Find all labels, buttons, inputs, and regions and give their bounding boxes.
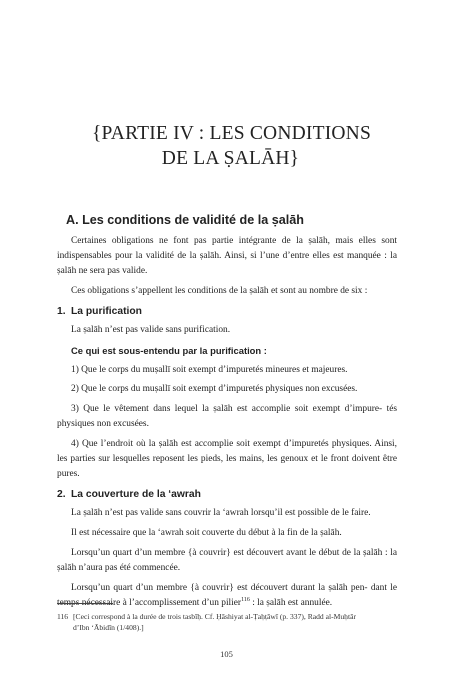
para-line: ṣalāh : la ṣalāh n’aura pas été commencée.	[57, 547, 397, 574]
intro-paragraph	[57, 234, 397, 280]
section-a-heading: A. Les conditions de validité de la ṣalāh	[66, 213, 304, 227]
conditions-count-paragraph: Ces obligations s’appellent les conditions de la ṣalāh et sont au nombre de six :	[71, 286, 368, 297]
subsection-2-number: 2.	[57, 489, 66, 501]
awrah-paragraph-4	[57, 581, 397, 611]
body-text	[57, 234, 397, 616]
item-line: tés physiques non excusées.	[57, 403, 398, 430]
intro-line: Certaines obligations ne font pas partie intégrante de la ṣalāh, mais elles	[71, 236, 376, 246]
subsection-2-title: La couverture de la ‘awrah	[71, 489, 201, 501]
item-line: Ainsi, les parties sur lesquelles reposent les pieds, les mains, les genoux et le	[57, 438, 397, 465]
para-line: La ṣalāh n’est pas valide sans couvrir la ‘awrah lorsqu’il est possible de le	[71, 508, 349, 519]
intro-line: sont indispensables pour la validité de la ṣalāh. Ainsi, si l’une d’entre elles est	[57, 236, 398, 262]
part-title-line-1: {PARTIE IV : LES CONDITIONS	[91, 123, 372, 144]
item-line: 3) Que le vêtement dans lequel la ṣalāh est accomplie soit exempt d’impure-	[71, 403, 383, 414]
awrah-paragraph-3	[57, 546, 397, 576]
subsection-1-heading	[57, 305, 397, 319]
subsection-1-number: 1.	[57, 306, 66, 318]
awrah-paragraph-1	[57, 506, 397, 521]
item-line: 4) Que l’endroit où la ṣalāh est accomplie soit exempt d’impuretés physiques.	[71, 438, 372, 449]
sous-entendu-heading: Ce qui est sous-entendu par la purification :	[71, 345, 267, 357]
intro-line: manquée : la ṣalāh ne sera pas valide.	[57, 251, 397, 277]
para-line: dant le temps nécessaire à l’accomplissement d’un pilier	[57, 582, 397, 608]
part-title-line-2: DE LA ṢALĀH}	[161, 148, 300, 169]
subsection-1-title: La purification	[71, 306, 142, 318]
condition-item-1: 1) Que le corps du muṣallī soit exempt d’impuretés mineures et majeures.	[71, 364, 348, 375]
footnote-number: 116	[57, 612, 69, 621]
subsection-2-heading	[57, 488, 397, 502]
footnote	[57, 611, 397, 633]
condition-item-2: 2) Que le corps du muṣallī soit exempt d’impuretés physiques non excusées.	[71, 384, 358, 395]
condition-item-4	[57, 437, 397, 483]
footnote-line-1: [Ceci correspond à la durée de trois tasbīḥ. Cf. Ḥāshiyat al-Ṭaḥṭāwī (p. 337), Radd al-Muḥtār	[73, 612, 356, 621]
part-title	[0, 121, 453, 171]
footnote-reference[interactable]: 116	[241, 596, 250, 603]
para-line: : la ṣalāh est annulée.	[249, 597, 333, 608]
para-line: faire.	[351, 508, 371, 519]
condition-item-3	[57, 402, 397, 432]
para-line: Lorsqu’un quart d’un membre {à couvrir} est découvert durant la ṣalāh pen-	[71, 582, 368, 593]
footnote-divider	[57, 603, 113, 604]
page-number: 105	[220, 649, 233, 659]
purification-paragraph: La ṣalāh n’est pas valide sans purification.	[71, 325, 231, 336]
awrah-paragraph-2: Il est nécessaire que la ‘awrah soit couverte du début à la fin de la ṣalāh.	[71, 528, 342, 539]
footnote-line-2: d’Ibn ‘Ābidīn (1/408).]	[73, 623, 144, 632]
para-line: Lorsqu’un quart d’un membre {à couvrir} est découvert avant le début de la	[71, 547, 361, 558]
item-line: front doivent être pures.	[57, 454, 397, 480]
